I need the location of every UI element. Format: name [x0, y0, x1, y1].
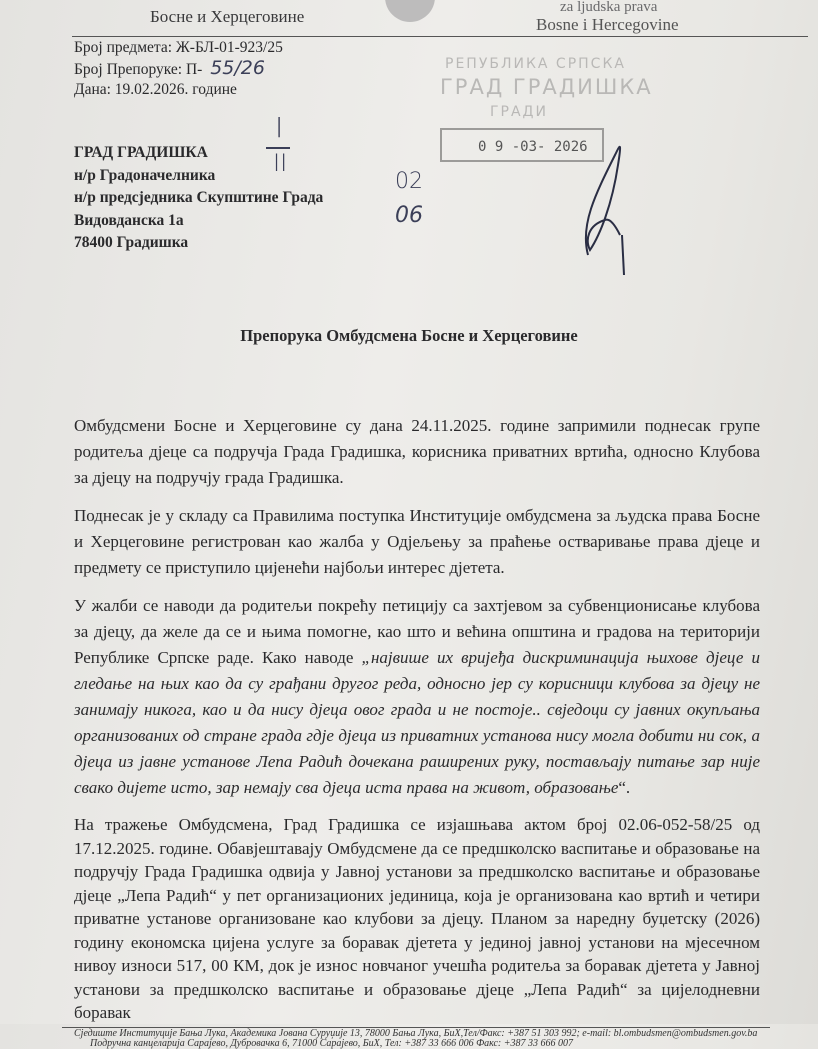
- recipient-attention-1: н/р Градоначелника: [74, 166, 216, 184]
- recipient-name: ГРАД ГРАДИШКА: [74, 144, 208, 161]
- recipient-address: [74, 142, 323, 255]
- recipient-street: Видовданска 1а: [74, 211, 184, 229]
- letterhead-right-partial: za ljudska prava: [560, 0, 658, 15]
- footer-line-2: Подручна канцеларија Сарајево, Дубровачка 6, 71000 Сарајево, БиХ, Тел: +387 33 666 006 Факс: +387 33 666 007: [90, 1037, 573, 1049]
- letterhead-right: Bosne i Hercegovine: [536, 15, 679, 34]
- handwritten-code-2: 06: [395, 203, 423, 228]
- handwritten-roman-one: I: [275, 111, 284, 144]
- paragraph-3: [74, 593, 760, 801]
- footer-line-1: Сједиште Институције Бања Лука, Академика Јована Суруџије 13, 78000 Бања Лука, БиХ,Тел/Факс: +387 51 303 992; e-mail: bl.ombudsmen@ombudsmen.gov.ba: [74, 1027, 758, 1039]
- document-date: Дана: 19.02.2026. године: [74, 81, 237, 98]
- paragraph-4: На тражење Омбудсмена, Град Градишка се изјашњава актом број 02.06-052-58/25 од 17.12.2025. године. Обавјештавају Омбудсмене да се предшколско васпитање и образовање на подручју Града Градишка одвија у Јавној установи за предшколско васпитање и образовање дјеце „Лепа Радић“ у пет организационих јединица, која је организована као вртић и четири приватне установе организоване као клубови за дјецу. Планом за наредну буџетску (2026) годину економска цијена услуге за боравак дјетета у јединој јавној установи на мјесечном нивоу износи 517, 00 КМ, док је износ новчаног учешћа родитеља за боравак дјетета у Јавној установи за предшколско васпитање и образовање дјеце „Лепа Радић“ за цијелодневни боравак: [74, 815, 760, 1022]
- stamp-line-2: ГРАД ГРАДИШКА: [440, 75, 653, 99]
- recommendation-number-handwritten: 55/26: [210, 57, 265, 79]
- case-number: Број предмета: Ж-БЛ-01-923/25: [74, 39, 283, 56]
- recipient-city: 78400 Градишка: [74, 234, 189, 251]
- stamp-line-3: ГРАДИ: [490, 104, 548, 120]
- document-body: [74, 413, 760, 1049]
- paragraph-1: Омбудсмени Босне и Херцеговине су дана 24.11.2025. године запримили поднесак групе родитеља дјеце са подручја Града Градишка, корисника приватних вртића, односно Клубова за дјецу на подручју града Градишка.: [74, 416, 760, 487]
- signature: [560, 135, 650, 275]
- header-divider: [72, 36, 808, 37]
- recipient-attention-2: н/р предсједника Скупштине Града: [74, 189, 324, 206]
- paragraph-2: Поднесак је у складу са Правилима поступка Институције омбудсмена за људска права Босне и Херцеговине регистрован као жалба у Одјељењу за праћење остваривање права дјеце и предмету се приступило цијенећи најбољи интерес дјетета.: [74, 506, 760, 577]
- recommendation-number: [74, 58, 265, 80]
- stamp-line-1: РЕПУБЛИКА СРПСКА: [445, 56, 626, 72]
- footer-divider: [62, 1027, 770, 1028]
- letterhead-left: Босне и Херцеговине: [150, 7, 305, 26]
- received-stamp-date: 0 9 -03- 2026: [478, 139, 588, 155]
- paragraph-3-end: “.: [618, 778, 631, 797]
- recommendation-number-label: Број Препоруке: П-: [74, 61, 203, 78]
- handwritten-code-1: 02: [395, 169, 423, 194]
- paragraph-3-quote: „највише их вријеђа дискриминација њихове дјеце и гледање на њих као да су грађани другог реда, односно јер су корисници клубова за дјецу не занимају никога, као и да нису дјеца овог града и не постоје.. свједоци су јавних окупљања организованих од стране града гдје дјеца из приватних установа нису могла добити ни сок, а дјеца из јавне установе Лепа Радић дочекана раширених руку, постављају питање зар није свако дијете исто, зар немају сва дјеца иста права на живот, образовање: [74, 648, 760, 797]
- handwritten-roman-two: II: [273, 149, 288, 177]
- document-title: Препорука Омбудсмена Босне и Херцеговине: [240, 326, 578, 345]
- paragraph-3-intro: У жалби се наводи да родитељи покрећу петицију са захтјевом за субвенционисање клубова за дјецу, да желе да се и њима помогне, као што и већина општина и градова на територији Републике Српске раде. Како наводе: [74, 596, 760, 667]
- coat-of-arms-logo: [385, 0, 435, 22]
